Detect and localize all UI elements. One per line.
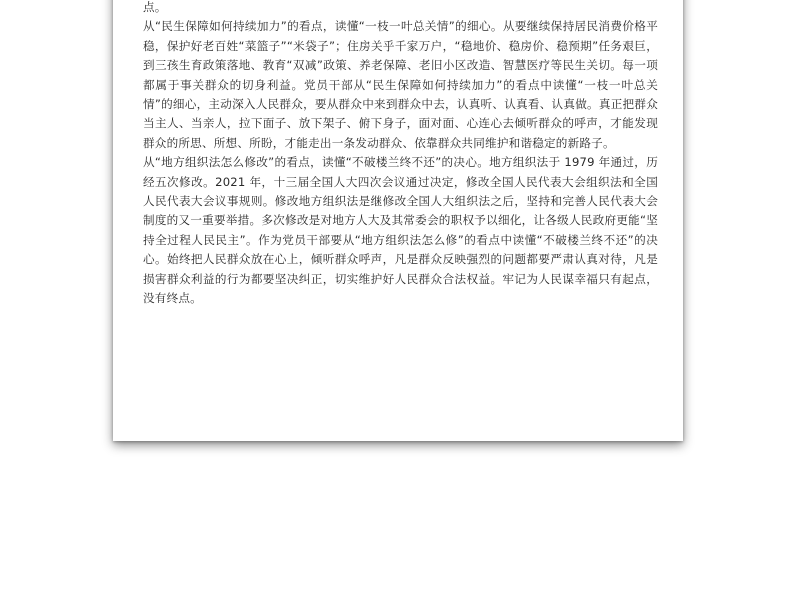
paragraph-livelihood: 从“民生保障如何持续加力”的看点，读懂“一枝一叶总关情”的细心。从要继续保持居民消费价格平稳，保护好老百姓“菜篮子”“米袋子”；住房关乎千家万户，“稳地价、稳房价、稳预期”任务艰巨，到三孩生育政策落地、教育“双减”政策、养老保障、老旧小区改造、智慧医疗等民生关切。每一项都属于事关群众的切身利益。党员干部从“民生保障如何持续加力”的看点中读懂“一枝一叶总关情”的细心，主动深入人民群众，要从群众中来到群众中去，认真听、认真看、认真做。真正把群众当主人、当亲人，拉下面子、放下架子、俯下身子，面对面、心连心去倾听群众的呼声，才能发现群众的所思、所想、所盼，才能走出一条发动群众、依靠群众共同维护和谐稳定的新路子。 xyxy=(143,19,658,150)
paragraph-continuation: 点。 xyxy=(143,0,167,14)
document-page xyxy=(113,0,683,441)
paragraph-local-organization-law: 从“地方组织法怎么修改”的看点，读懂“不破楼兰终不还”的决心。地方组织法于 1979 年通过，历经五次修改。2021 年，十三届全国人大四次会议通过决定，修改全国人民代表大会组织法和全国人民代表大会议事规则。修改地方组织法是继修改全国人大组织法之后，坚持和完善人民代表大会制度的又一重要举措。多次修改是对地方人大及其常委会的职权予以细化，让各级人民政府更能“坚持全过程人民民主”。作为党员干部要从“地方组织法怎么修”的看点中读懂“不破楼兰终不还”的决心。始终把人民群众放在心上，倾听群众呼声，凡是群众反映强烈的问题都要严肃认真对待，凡是损害群众利益的行为都要坚决纠正，切实维护好人民群众合法权益。牢记为人民谋幸福只有起点，没有终点。 xyxy=(143,155,658,306)
page-body xyxy=(143,0,658,309)
